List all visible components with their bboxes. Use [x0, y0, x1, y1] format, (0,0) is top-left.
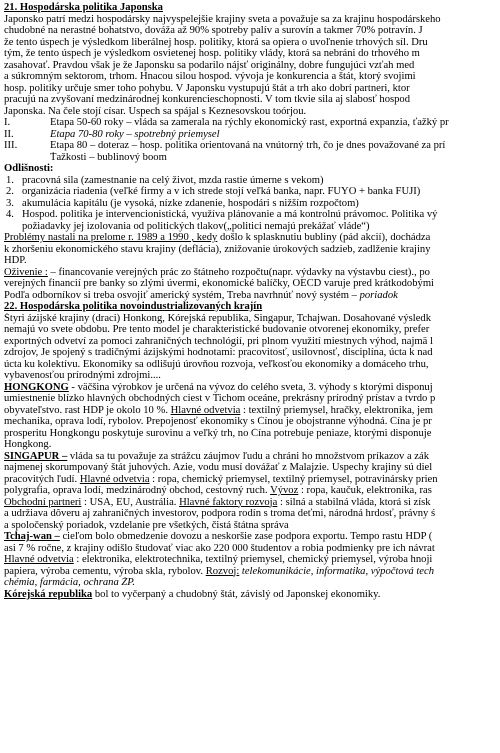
development-text: telekomunikácie, informatika, výpočtová tech [239, 565, 434, 577]
hongkong-name: HONGKONG [4, 381, 69, 393]
text-line: najmenej skorumpovaný štát juhových. Azie, vodu musí dovážať z Malajzie. Úspechy krajiny sú diel [4, 462, 433, 473]
features-list [4, 175, 500, 233]
section-21-intro [4, 14, 500, 118]
text-line: Hongkong. [4, 439, 52, 450]
hongkong-text: - väčšina výrobkov je určená na vývoz do celého sveta, 3. výhody s ktorými disponuj [68, 381, 433, 393]
text-line: pracujú na zvyšovaní medzinárodnej konkurencieschopnosti. V tom tkvie sila aj slabosť hospod [4, 94, 411, 105]
taiwan-paragraph [4, 531, 500, 589]
text-line: nemajú vo svete obdobu. Pre tento model je charakteristické budovanie otvorenej ekonomiky, prefer [4, 324, 430, 335]
feature-number: 1. [6, 174, 14, 186]
feature-item [4, 198, 500, 210]
stage-continuation: Ťažkosti – bublinový boom [50, 151, 167, 163]
revival-text: – financovanie verejných prác zo štátneho rozpočtu(napr. výdavky na výstavbu ciest)., po [47, 266, 430, 278]
industries-label: Hlavné odvetvia [4, 554, 74, 565]
text-line: Japonsko patrí medzi hospodársky najvyspelejšie krajiny sveta a považuje sa za krajinu hospodárskeho [4, 13, 441, 25]
stage-item [4, 117, 500, 129]
features-title: Odlišnosti: [4, 163, 54, 174]
export-label: Vývoz [270, 485, 299, 496]
korea-text: bol to vyčerpaný a chudobný štát, závislý od Japonskej ekonomiky. [92, 588, 381, 600]
korea-paragraph [4, 589, 500, 601]
text-line: úcta ku kolektívu. Ekonomiky sa odlišujú úrovňou rozvoja, veľkosťou ekonomiky a domáceho trhu, [4, 358, 429, 370]
text-line: asi 7 % ročne, z krajiny odišlo študovať viac ako 220 000 študentov a robia podmienky pre ich návrat [4, 542, 435, 554]
stage-numeral: II. [4, 128, 14, 140]
export-text: : ropa, kaučuk, elektronika, ras [298, 485, 432, 496]
text-line: že tento úspech je výsledkom liberálnej hosp. politiky, ktorá sa opiera o uvoľnenie trhových síl. Dru [4, 36, 428, 48]
text-line: zdrojov, Je spojený s tradičnými ázijskými hodnotami: pracovitosť, usilovnosť, disciplína, úcta k nad [4, 347, 433, 358]
text-line: mechanika, oprava lodí, rybolov. Prepojenosť ekonomiky s Čínou je obojstranne výhodná. Čína je pr [4, 416, 432, 427]
feature-item [4, 209, 500, 221]
hongkong-paragraph [4, 382, 500, 451]
stage-item [4, 129, 500, 141]
text-line: polygrafia, oprava lodí, medzinárodný obchod, cestovný ruch. [4, 485, 268, 496]
stage-text: Etapa 80 – doteraz – hosp. politika orientovaná na vnútorný trh, čo je dnes považované za prí [50, 140, 446, 151]
feature-item [4, 186, 500, 198]
problems-text: došlo k splasknutiu bubliny (pád akcií), dochádza [217, 232, 431, 243]
text-line: pracovitých ľudí. [4, 473, 78, 485]
section-21-title: 21. Hospodárska politika Japonska [4, 2, 163, 13]
text-line: zasahovať. Pravdou však je že Japonsku sa podarilo nájsť originálny, dobre fungujúci vzťah med [4, 59, 415, 71]
problems-paragraph [4, 232, 500, 267]
industries-text: : ropa, chemický priemysel, textilný priemysel, potravinársky prien [149, 473, 438, 485]
development-label: Rozvoj: [205, 565, 240, 577]
partners-label: Obchodní partneri [4, 496, 82, 508]
section-22-title: 22. Hospodárska politika novoindustrializovaných krajín [4, 301, 263, 312]
taiwan-name: Tchaj-wan – [4, 531, 60, 542]
feature-number: 3. [6, 197, 14, 209]
industries-text: : textilný priemysel, hračky, elektronika, jem [240, 404, 433, 416]
text-line: vybavenosťou prírodnými zdrojmi.... [4, 370, 161, 381]
singapore-text: vláda sa tu považuje za strážcu záujmov ľudu a chráni ho množstvom príkazov a zák [67, 450, 429, 462]
revival-paragraph [4, 267, 500, 302]
text-line: HDP. [4, 255, 27, 266]
feature-number: 4. [6, 209, 14, 220]
text-line: a súkromným sektorom, trhom. Hnacou silou hospod. vývoja je konkurencia a štát, ktorý svojimi [4, 71, 416, 82]
text-line: obyvateľstvo. rast HDP je okolo 10 %. [4, 404, 168, 416]
stage-item [4, 140, 500, 152]
stage-numeral: I. [4, 117, 11, 128]
text-line: umiestnenie blízko hlavných obchodných ciest v Tichom oceáne, prekrásny prírodný prístav a tvrdo p [4, 393, 436, 404]
industries-label: Hlavné odvetvia [79, 473, 150, 485]
stage-text: Etapa 50-60 roky – vláda sa zamerala na rýchly ekonomický rast, exportná expanzia, ťažký pr [50, 117, 449, 128]
industries-text: : elektronika, elektrotechnika, textilný priemysel, chemický priemysel, výroba hnoji [73, 554, 433, 565]
text-line: exportných odvetví za pomoci zahraničných technológií, pri plnom využití miestnych výhod, najmä l [4, 335, 433, 347]
text-line: tým, že tento úspech je výsledkom osvietenej hosp. politiky vlády, ktorá sa nebráni do trhového m [4, 48, 420, 59]
section-22-intro [4, 313, 500, 382]
text-line: Štyri ázijské krajiny (draci) Honkong, Kórejská republika, Singapur, Tchajwan. Dosahované výsledk [4, 312, 431, 324]
feature-text: organizácia riadenia (veľké firmy a v ich strede stojí veľká banka, napr. FUYO + banka FUJI) [22, 186, 421, 197]
problems-lead: Problémy nastali na prelome r. 1989 a 1990 , kedy [4, 232, 218, 243]
text-line: a udržiava dôveru aj zahraničných investorov, podpora rodín s troma deťmi, národná hrdosť, právny ś [4, 508, 436, 519]
feature-item [4, 175, 500, 187]
industries-label: Hlavné odvetvia [170, 404, 241, 416]
singapore-name: SINGAPUR – [4, 450, 68, 462]
revival-italic: poriadok [356, 289, 398, 301]
factors-text: : silná a stabilná vláda, ktorá si získ [277, 496, 431, 508]
text-line: prosperitu Hongkongu poskytuje surovinu a veľký trh, no Čína potrebuje peniaze, ktorými disponuje [4, 427, 432, 439]
feature-continuation: požiadavky jej izolovania od politických tlakov(„politici nemajú prekážať vláde“) [22, 220, 370, 232]
text-line: chémia, farmácia, ochrana ŽP. [4, 577, 136, 588]
factors-label: Hlavné faktory rozvoja [179, 496, 278, 508]
text-line: Podľa odborníkov si treba osvojiť americký systém, Treba navrhnúť nový systém – [4, 289, 357, 301]
revival-lead: Oživenie : [4, 266, 48, 278]
taiwan-text: cieľom bolo obmedzenie dovozu a neskoršie zase podpora exportu. Tempo rastu HDP ( [59, 531, 433, 542]
text-line: verejných financií pre banky so zlými úvermi, ekonomické balíčky, OECD varuje pred krátkodobými [4, 278, 434, 289]
text-line: Japonska. Na čele stojí císar. Úspech sa spájal s Keznesovskou toórjou. [4, 105, 307, 117]
feature-number: 2. [6, 186, 14, 197]
text-line: papiera, výroba cementu, výroba skla, rybolov. [4, 565, 204, 577]
stages-list [4, 117, 500, 163]
feature-text: pracovná sila (zamestnanie na celý život, mzda rastie úmerne s vekom) [22, 174, 324, 186]
singapore-paragraph [4, 451, 500, 532]
text-line: hosp. politiky určuje smer toho pohybu. V Japonsku vystupujú štát a trh ako dobrí partneri, ktor [4, 82, 410, 94]
feature-text: akumulácia kapitálu (je vysoká, nízke zdanenie, hospodári s nižším rozpočtom) [22, 197, 359, 209]
korea-name: Kórejská republika [4, 588, 93, 600]
text-line: a spoločenský poriadok, vzdelanie pre všetkých, čistá štátna správa [4, 519, 289, 531]
stage-numeral: III. [4, 140, 18, 151]
feature-text: Hospod. politika je intervencionistická, využíva plánovanie a má kontrolnú právomoc. Politika vý [22, 209, 438, 220]
text-line: k zhoršeniu ekonomického stavu krajiny (deflácia), znižovanie úrokových sadzieb, zadlženie krajiny [4, 243, 431, 255]
text-line: chudobné na nerastné bohatstvo, dováža až 90% spotreby palív a surovín a takmer 70% potravín. J [4, 25, 423, 36]
partners-text: : USA, EU, Austrália. [81, 496, 177, 508]
stage-text: Etapa 70-80 roky – spotrebný priemysel [50, 128, 220, 140]
